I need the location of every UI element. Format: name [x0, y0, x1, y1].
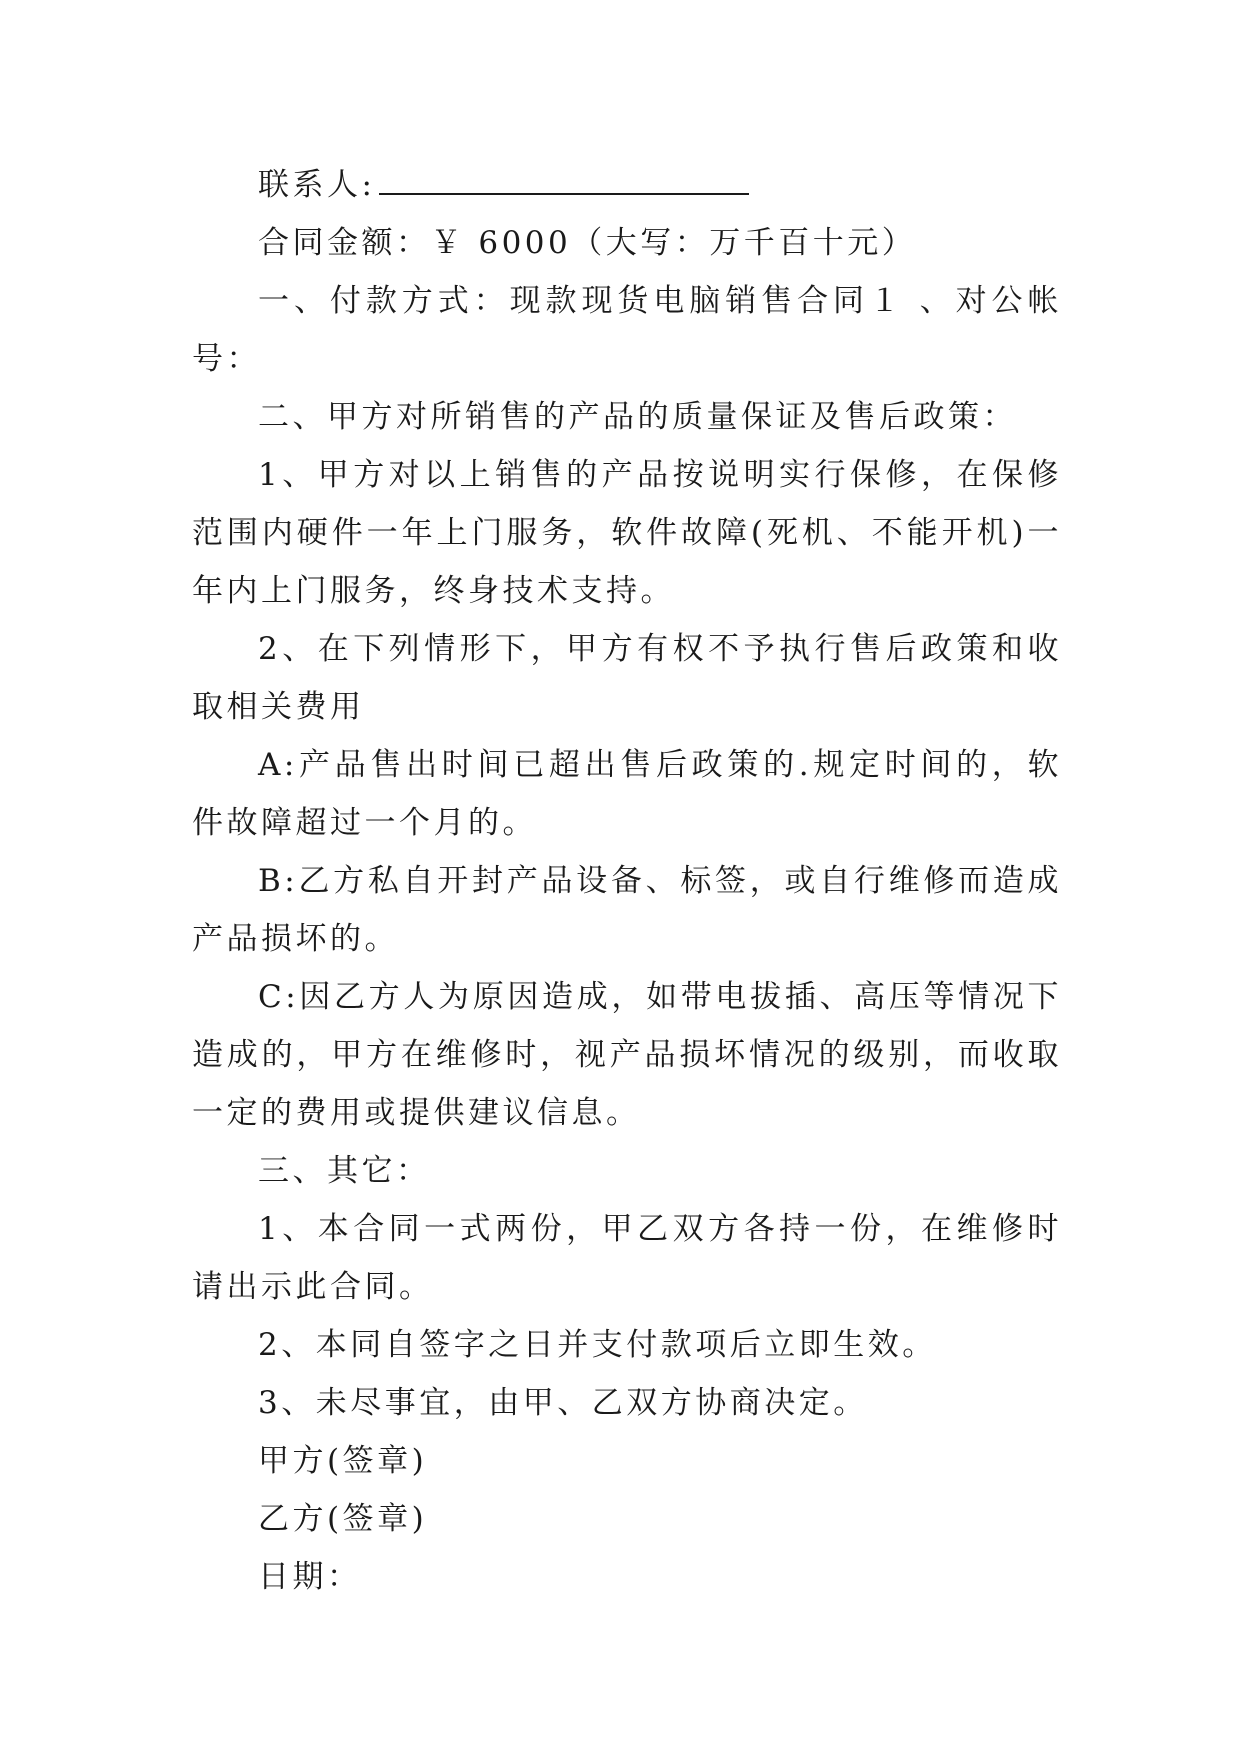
date-line: 日期： — [258, 1559, 362, 1595]
clause-2-2: 2、在下列情形下，甲方有权不予执行售后政策和收取相关费用 — [192, 631, 1062, 725]
payment-method: 一、付款方式：现款现货电脑销售合同１ 、对公帐号： — [192, 283, 1062, 377]
section-three-heading: 三、其它： — [258, 1153, 431, 1189]
section-two-heading: 二、甲方对所销售的产品的质量保证及售后政策： — [258, 399, 1017, 435]
party-b-signature: 乙方(签章) — [258, 1501, 428, 1537]
clause-3-2: 2、本同自签字之日并支付款项后立即生效。 — [258, 1327, 937, 1363]
party-a-signature: 甲方(签章) — [258, 1443, 428, 1479]
contact-line — [192, 156, 1062, 214]
clause-3-1: 1、本合同一式两份，甲乙双方各持一份，在维修时请出示此合同。 — [192, 1211, 1062, 1305]
clause-2-1: 1、甲方对以上销售的产品按说明实行保修，在保修范围内硬件一年上门服务，软件故障(死机、不能开机)一年内上门服务，终身技术支持。 — [192, 457, 1062, 609]
contact-blank-field — [379, 167, 749, 195]
contact-label: 联系人: — [258, 167, 376, 203]
contract-body — [192, 156, 1062, 1606]
clause-2-2-a: A:产品售出时间已超出售后政策的.规定时间的，软件故障超过一个月的。 — [192, 747, 1062, 841]
contract-amount: 合同金额：￥ 6000（大写：万千百十元） — [258, 225, 917, 261]
clause-3-3: 3、未尽事宜，由甲、乙双方协商决定。 — [258, 1385, 868, 1421]
clause-2-2-c: C:因乙方人为原因造成，如带电拔插、高压等情况下造成的，甲方在维修时，视产品损坏情况的级别，而收取一定的费用或提供建议信息。 — [192, 979, 1062, 1131]
clause-2-2-b: B:乙方私自开封产品设备、标签，或自行维修而造成产品损坏的。 — [192, 863, 1062, 957]
